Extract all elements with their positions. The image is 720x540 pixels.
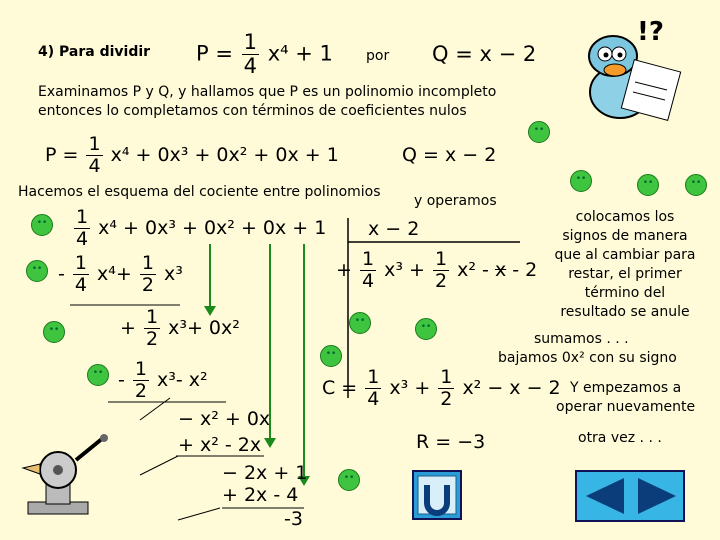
smiley-icon: •• <box>43 321 65 343</box>
dividend: $\frac{1}{4}$ x⁴ + 0x³ + 0x² + 0x + 1 <box>76 206 327 250</box>
note-operar: operar nuevamente <box>556 399 696 415</box>
smiley-icon: •• <box>320 345 342 367</box>
return-button[interactable] <box>412 470 462 520</box>
smiley-icon: •• <box>26 260 48 282</box>
intro-line2: entonces lo completamos con términos de coeficientes nulos <box>38 103 467 119</box>
smiley-icon: •• <box>87 364 109 386</box>
note-empezamos: Y empezamos a <box>570 380 682 396</box>
divisor: x − 2 <box>368 218 420 240</box>
smiley-icon: •• <box>338 469 360 491</box>
sum-row-4: − x² + 0x <box>178 408 271 430</box>
smiley-icon: •• <box>31 214 53 236</box>
scheme-label: Hacemos el esquema del cociente entre polinomios <box>18 184 381 200</box>
arrow-left-icon <box>586 478 624 514</box>
smiley-icon: •• <box>570 170 592 192</box>
smiley-icon: •• <box>415 318 437 340</box>
remainder-row: -3 <box>284 508 303 530</box>
operamos-label: y operamos <box>414 193 497 209</box>
note-bajamos: bajamos 0x² con su signo <box>498 350 677 366</box>
arrow-right-icon <box>638 478 676 514</box>
subtraction-row-1: - $\frac{1}{4}$ x⁴+ $\frac{1}{2}$ x³ <box>58 252 183 296</box>
svg-text:!?: !? <box>637 17 664 47</box>
quotient-result: C = $\frac{1}{4}$ x³ + $\frac{1}{2}$ x² − x − 2 <box>322 366 561 410</box>
previous-button[interactable] <box>580 474 630 518</box>
sum-row-6: − 2x + 1 <box>222 462 308 484</box>
smiley-icon: •• <box>349 312 371 334</box>
subtraction-row-5: + x² - 2x <box>178 434 262 456</box>
smiley-icon: •• <box>637 174 659 196</box>
smiley-icon: •• <box>685 174 707 196</box>
polynomial-q: Q = x − 2 <box>432 42 537 66</box>
quotient: + $\frac{1}{4}$ x³ + $\frac{1}{2}$ x² - x - 2 <box>336 248 538 292</box>
subtraction-row-7: + 2x - 4 <box>222 484 299 506</box>
problem-label: 4) Para dividir <box>38 44 151 60</box>
smiley-icon: •• <box>528 121 550 143</box>
completed-q: Q = x − 2 <box>402 144 497 166</box>
note-sumamos: sumamos . . . <box>534 331 629 347</box>
por-label: por <box>366 48 390 64</box>
sum-row-2: + $\frac{1}{2}$ x³+ 0x² <box>120 306 240 350</box>
subtraction-row-3: - $\frac{1}{2}$ x³- x² <box>118 358 208 402</box>
next-button[interactable] <box>632 474 682 518</box>
completed-p: P = $\frac{1}{4}$ x⁴ + 0x³ + 0x² + 0x + 1 <box>45 133 339 177</box>
note-otra-vez: otra vez . . . <box>578 430 662 446</box>
remainder-result: R = −3 <box>416 431 486 453</box>
note-signs: colocamos los signos de manera que al cambiar para restar, el primer término del resultado se anule <box>554 209 696 320</box>
polynomial-p: P = $\frac{1}{4}$ x⁴ + 1 <box>196 30 333 78</box>
pencil-sharpener-icon <box>18 430 113 520</box>
intro-line1: Examinamos P y Q, y hallamos que P es un polinomio incompleto <box>38 84 497 100</box>
